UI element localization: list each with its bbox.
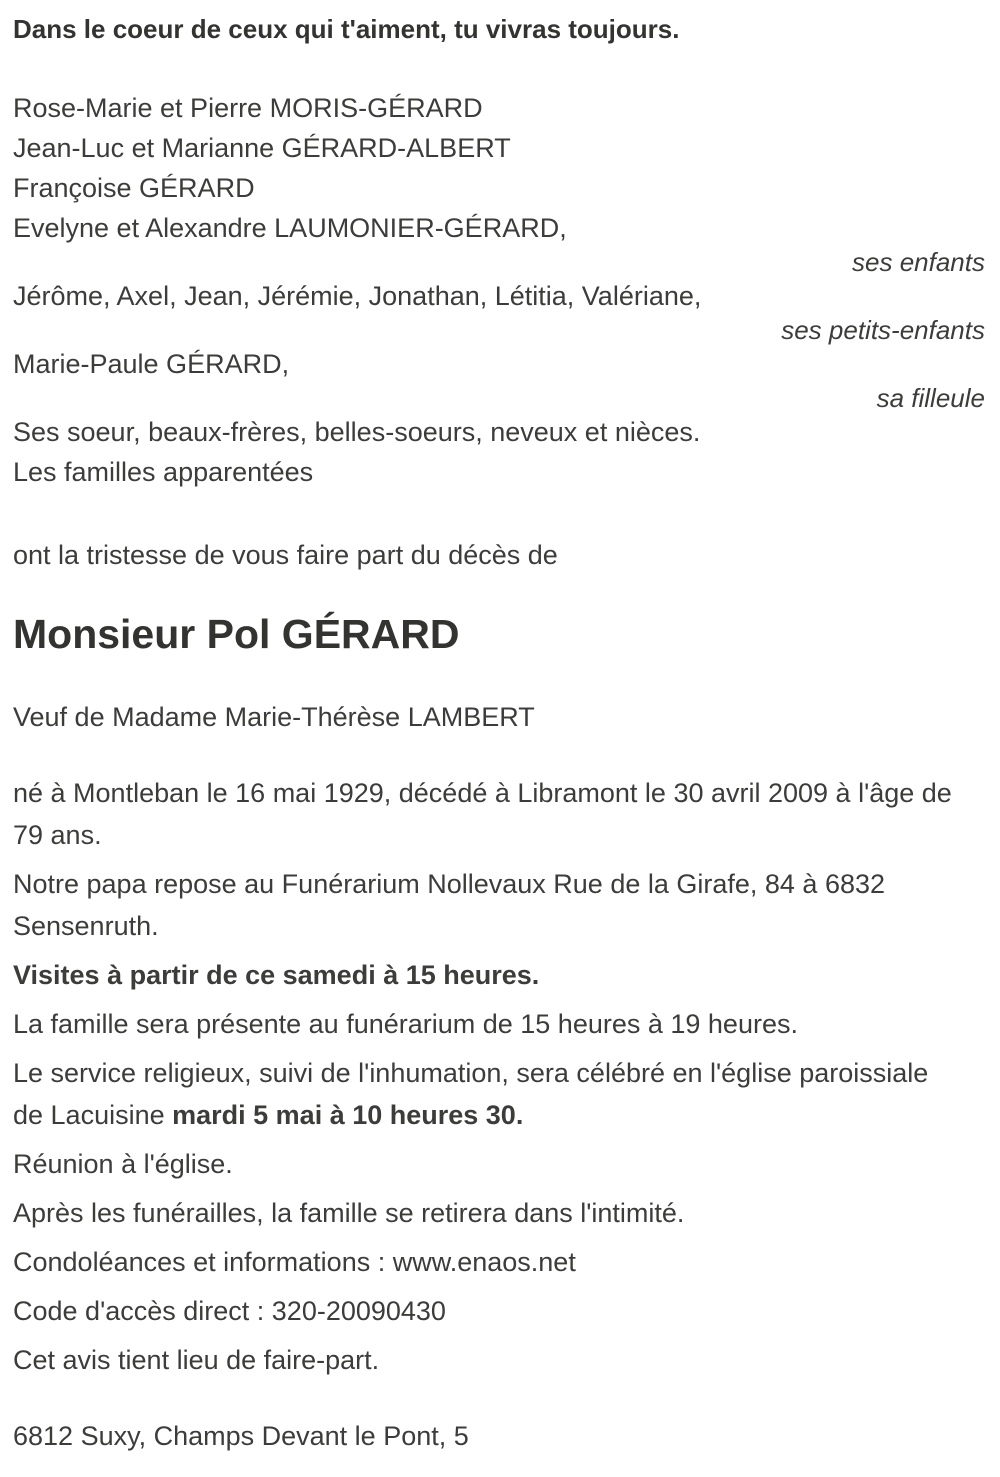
deceased-name-heading: Monsieur Pol GÉRARD	[13, 611, 460, 657]
families-line: Les familles apparentées	[13, 457, 314, 487]
children-line-2: Jean-Luc et Marianne GÉRARD-ALBERT	[13, 133, 511, 163]
visits-notice: Visites à partir de ce samedi à 15 heures.	[13, 960, 540, 990]
condolences-line: Condoléances et informations : www.enaos.net	[13, 1247, 576, 1277]
service-line	[13, 1052, 953, 1136]
repose-line: Notre papa repose au Funérarium Nollevaux Rue de la Girafe, 84 à 6832 Sensenruth.	[13, 869, 886, 941]
after-funeral-line: Après les funérailles, la famille se retirera dans l'intimité.	[13, 1198, 685, 1228]
family-presence-line: La famille sera présente au funérarium de 15 heures à 19 heures.	[13, 1009, 798, 1039]
children-line-3: Françoise GÉRARD	[13, 173, 255, 203]
birth-death-line: né à Montleban le 16 mai 1929, décédé à Libramont le 30 avril 2009 à l'âge de 79 ans.	[13, 778, 952, 850]
service-line-datetime: mardi 5 mai à 10 heures 30.	[172, 1100, 524, 1130]
children-line-4: Evelyne et Alexandre LAUMONIER-GÉRARD,	[13, 213, 567, 243]
grandchildren-line: Jérôme, Axel, Jean, Jérémie, Jonathan, Létitia, Valériane,	[13, 281, 702, 311]
grandchildren-relation-label: ses petits-enfants	[781, 315, 985, 345]
relatives-line: Ses soeur, beaux-frères, belles-soeurs, neveux et nièces.	[13, 417, 701, 447]
goddaughter-line: Marie-Paule GÉRARD,	[13, 349, 290, 379]
epitaph: Dans le coeur de ceux qui t'aiment, tu vivras toujours.	[13, 14, 680, 44]
address-line: 6812 Suxy, Champs Devant le Pont, 5	[13, 1421, 469, 1451]
mourners-block	[13, 88, 985, 492]
children-line-1: Rose-Marie et Pierre MORIS-GÉRARD	[13, 93, 483, 123]
service-line-text: Le service religieux, suivi de l'inhumation, sera célébré en l'église paroissiale de Lacuisine	[13, 1058, 929, 1130]
children-relation-label: ses enfants	[852, 247, 985, 277]
access-code-line: Code d'accès direct : 320-20090430	[13, 1296, 446, 1326]
widower-line: Veuf de Madame Marie-Thérèse LAMBERT	[13, 702, 535, 732]
announcement-intro: ont la tristesse de vous faire part du décès de	[13, 540, 558, 570]
faire-part-line: Cet avis tient lieu de faire-part.	[13, 1345, 380, 1375]
reunion-line: Réunion à l'église.	[13, 1149, 233, 1179]
goddaughter-relation-label: sa filleule	[876, 383, 985, 413]
